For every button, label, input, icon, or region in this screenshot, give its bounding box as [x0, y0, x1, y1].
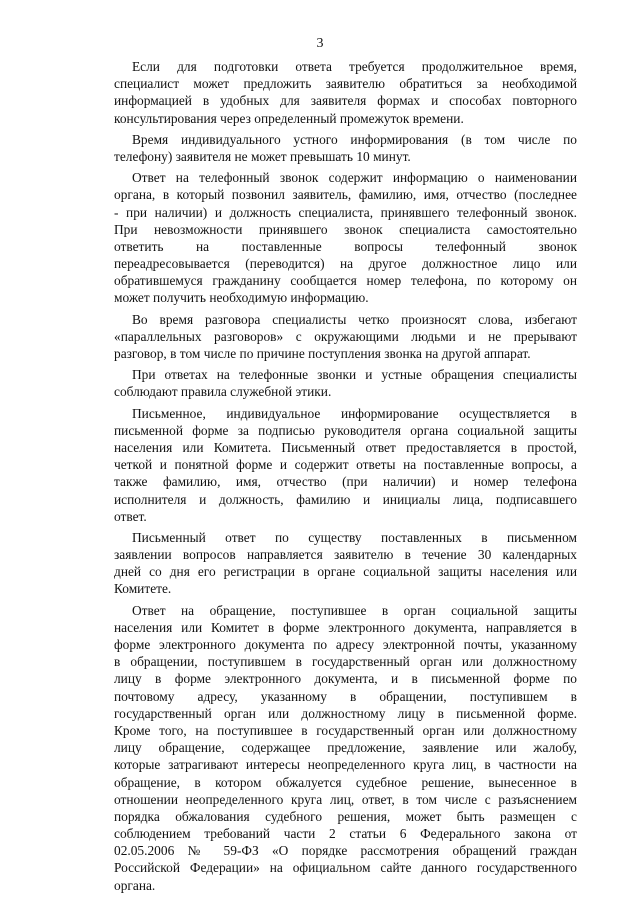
paragraph-line: Во время разговора специалисты четко произносят слова, избегают	[132, 311, 577, 327]
paragraph-line: 02.05.2006 № 59-ФЗ «О порядке рассмотрения обращений граждан	[114, 843, 577, 859]
paragraph	[114, 405, 577, 525]
paragraph-line: Ответ на обращение, поступившее в орган социальной защиты	[132, 602, 577, 618]
paragraph-line: Если для подготовки ответа требуется продолжительное время,	[132, 59, 577, 74]
paragraph-line: порядка обжалования судебного решения, может быть размещен с	[114, 808, 577, 824]
paragraph	[114, 58, 577, 127]
paragraph-line: информацией в удобных для заявителя формах и способах повторного	[114, 93, 577, 109]
paragraph-line: Российской Федерации» на официальном сайте данного государственного	[114, 860, 577, 876]
paragraph-line: Письменный ответ по существу поставленных в письменном	[132, 529, 577, 545]
document-body	[114, 58, 577, 894]
paragraph-line: форме электронного документа по адресу электронной почты, указанному	[114, 637, 577, 652]
paragraph-line: органа, в который позвонил заявитель, фамилию, имя, отчество (последнее	[114, 187, 577, 203]
paragraph-line: специалист может предложить заявителю обратиться за необходимой	[114, 76, 577, 92]
paragraph-line: государственный орган или должностному лицу в письменной форме.	[114, 705, 577, 721]
paragraph-line: телефону) заявителя не может превышать 10 минут.	[114, 148, 411, 164]
paragraph-line: населения или Комитета. Письменный ответ предоставляется в простой,	[114, 439, 577, 455]
paragraph-line: ответ.	[114, 508, 147, 524]
paragraph-line: дней со дня его регистрации в органе социальной защиты населения или	[114, 564, 577, 580]
paragraph-line: При невозможности принявшего звонок специалиста самостоятельно	[114, 221, 577, 237]
paragraph-line: Время индивидуального устного информирования (в том числе по	[132, 131, 577, 147]
paragraph-line: Кроме того, на поступившее в государственный орган или должностному	[114, 722, 577, 738]
page-number: 3	[316, 36, 324, 51]
paragraph-line: населения или Комитет в форме электронного документа, направляется в	[114, 619, 577, 635]
paragraph-line: четкой и понятной форме и содержит ответы на поставленные вопросы, а	[114, 457, 577, 473]
paragraph-line: письменной форме за подписью руководителя органа социальной защиты	[114, 422, 577, 438]
paragraph-line: в обращении, поступившем в государственный орган или должностному	[114, 654, 577, 670]
paragraph-line: почтовому адресу, указанному в обращении, поступившем в	[114, 688, 577, 704]
paragraph-line: разговор, в том числе по причине поступления звонка на другой аппарат.	[114, 346, 531, 361]
paragraph-line: соблюдением требований части 2 статьи 6 Федерального закона от	[114, 826, 577, 842]
paragraph-line: лицу в форме электронного документа, и в письменной форме по	[114, 671, 577, 687]
paragraph-line: которые затрагивают интересы неопределенного круга лиц, в частности на	[114, 757, 577, 773]
paragraph-line: заявлении вопросов направляется заявителю в течение 30 календарных	[114, 547, 577, 563]
paragraph	[114, 311, 577, 363]
paragraph-line: консультирования через определенный промежуток времени.	[114, 110, 464, 126]
paragraph-line: Письменное, индивидуальное информирование осуществляется в	[132, 405, 577, 421]
paragraph-line: может получить необходимую информацию.	[114, 290, 369, 306]
paragraph-line: ответить на поставленные вопросы телефонный звонок	[114, 238, 577, 254]
paragraph-line: переадресовывается (переводится) на другое должностное лицо или	[114, 256, 577, 272]
paragraph	[114, 131, 577, 165]
paragraph-line: обратившемуся гражданину сообщается номер телефона, по которому он	[114, 273, 577, 289]
paragraph-line: При ответах на телефонные звонки и устные обращения специалисты	[132, 367, 577, 383]
paragraph-line: Комитете.	[114, 581, 172, 597]
paragraph-line: соблюдают правила служебной этики.	[114, 384, 332, 400]
paragraph-line: лицу обращение, содержащее предложение, заявление или жалобу,	[114, 740, 577, 756]
paragraph-line: отношении неопределенного круга лиц, ответ, в том числе с разъяснением	[114, 791, 577, 807]
paragraph-line: обращение, в котором обжалуется судебное решение, вынесенное в	[114, 774, 577, 790]
paragraph	[114, 169, 577, 307]
paragraph-line: - при наличии) и должность специалиста, принявшего телефонный звонок.	[114, 204, 577, 220]
paragraph-line: также фамилию, имя, отчество (при наличии) и номер телефона	[114, 474, 577, 490]
paragraph-line: «параллельных разговоров» с окружающими людьми и не прерывают	[114, 328, 577, 344]
paragraph	[114, 366, 577, 400]
paragraph-line: Ответ на телефонный звонок содержит информацию о наименовании	[132, 170, 577, 186]
paragraph-line: органа.	[114, 877, 156, 893]
paragraph	[114, 529, 577, 598]
paragraph	[114, 602, 577, 894]
paragraph-line: исполнителя и должность, фамилию и инициалы лица, подписавшего	[114, 491, 577, 507]
